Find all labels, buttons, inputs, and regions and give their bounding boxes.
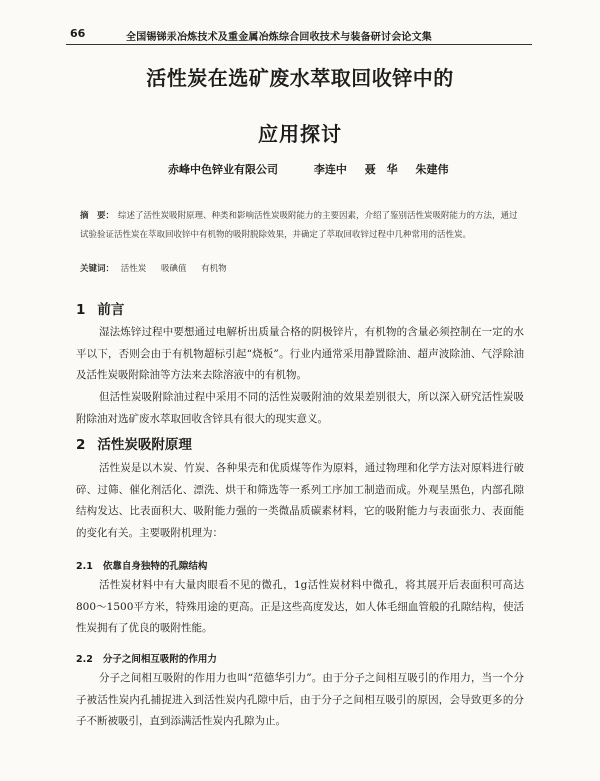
paragraph: 湿法炼锌过程中要想通过电解析出质量合格的阴极锌片，有机物的含量必须控制在一定的水平以下，否则会由于有机物超标引起“烧板”。行业内通常采用静置除油、超声波除油、气浮除油及活性炭吸附除油等方法来去除溶液中的有机物。 — [76, 326, 524, 381]
abstract-label: 摘 要： — [80, 211, 115, 221]
section-title: 前言 — [97, 302, 125, 318]
affiliation: 赤峰中色锌业有限公司 — [168, 163, 278, 176]
section-heading-2 — [76, 433, 192, 453]
author-line — [168, 161, 463, 177]
abstract-text: 综述了活性炭吸附原理、种类和影响活性炭吸附能力的主要因素，介绍了鉴别活性炭吸附能力的方法，通过试验验证活性炭在萃取回收锌中有机物的吸附脱除效果，并确定了萃取回收锌过程中几种常用的活性炭。 — [80, 211, 518, 240]
keyword: 吸碘值 — [160, 264, 187, 274]
author-name: 朱建伟 — [415, 163, 449, 176]
subsection-number: 2.2 — [76, 654, 93, 665]
subsection-heading-2-2 — [76, 651, 217, 665]
keyword: 有机物 — [201, 264, 227, 274]
subsection-heading-2-1 — [76, 558, 207, 572]
subsection-number: 2.1 — [76, 561, 93, 572]
keywords-label: 关键词： — [80, 264, 115, 274]
subsection-title: 分子之间相互吸附的作用力 — [102, 654, 217, 665]
paragraph: 分子之间相互吸附的作用力也叫“范德华引力”。由于分子之间相互吸引的作用力，当一个分子被活性炭内孔捕捉进入到活性炭内孔隙中后，由于分子之间相互吸引的原因，会导致更多的分子不断被吸引，直到添满活性炭内孔隙为止。 — [76, 672, 524, 727]
paragraph: 活性炭是以木炭、竹炭、各种果壳和优质煤等作为原料，通过物理和化学方法对原料进行破碎、过筛、催化剂活化、漂洗、烘干和筛选等一系列工序加工制造而成。外观呈黑色，内部孔隙结构发达、比表面积大、吸附能力强的一类微晶质碳素材料，它的吸附能力与表面张力、表面能的变化有关。主要吸附机理为： — [76, 462, 524, 539]
paper-title-line1: 活性炭在选矿废水萃取回收锌中的 — [146, 66, 454, 90]
section-heading-1 — [76, 298, 124, 318]
keywords — [80, 262, 239, 274]
author-name: 聂 华 — [364, 163, 398, 176]
paragraph: 但活性炭吸附除油过程中采用不同的活性炭吸附油的效果差别很大，所以深入研究活性炭吸附除油对选矿废水萃取回收含锌具有很大的现实意义。 — [76, 391, 524, 425]
paper-title-line2: 应用探讨 — [258, 122, 342, 146]
subsection-title: 依靠自身独特的孔隙结构 — [102, 561, 208, 572]
section-number: 2 — [76, 437, 86, 453]
header-rule — [66, 44, 532, 45]
section-title: 活性炭吸附原理 — [97, 437, 192, 453]
paragraph: 活性炭材料中有大量肉眼看不见的微孔，1g活性炭材料中微孔，将其展开后表面积可高达800～1500平方米，特殊用途的更高。正是这些高度发达，如人体毛细血管般的孔隙结构，使活性炭拥有了优良的吸附性能。 — [76, 579, 524, 634]
page-number: 66 — [70, 27, 86, 40]
author-name: 李连中 — [313, 163, 347, 176]
section-number: 1 — [76, 302, 86, 318]
journal-header: 全国锡锑汞冶炼技术及重金属冶炼综合回收技术与装备研讨会论文集 — [126, 32, 432, 43]
keyword: 活性炭 — [120, 264, 147, 274]
abstract — [80, 207, 520, 245]
